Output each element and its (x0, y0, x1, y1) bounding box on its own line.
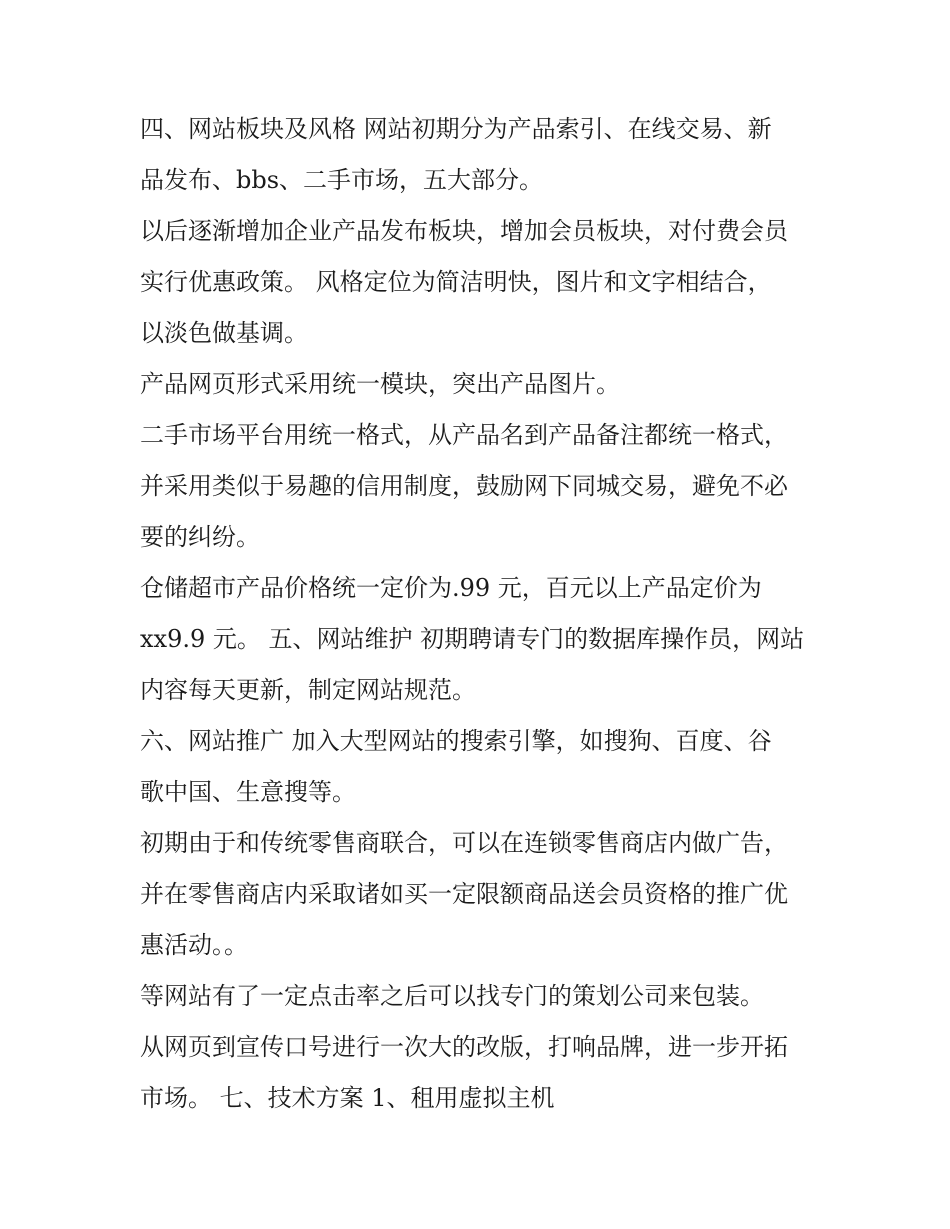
text-line: 并采用类似于易趣的信用制度，鼓励网下同城交易，避免不必 (140, 472, 788, 500)
text-line: 仓储超市产品价格统一定价为.99 元，百元以上产品定价为 (140, 574, 762, 602)
text-line: 市场。 七、技术方案 1、租用虚拟主机 (140, 1084, 555, 1112)
text-line: 并在零售商店内采取诸如买一定限额商品送会员资格的推广优 (140, 880, 788, 908)
text-line: 初期由于和传统零售商联合，可以在连锁零售商店内做广告， (140, 829, 788, 857)
paragraph-agency (140, 971, 830, 1022)
text-line: 二手市场平台用统一格式，从产品名到产品备注都统一格式， (140, 421, 788, 449)
paragraph-rebrand-tech (140, 1022, 830, 1124)
text-line: 歌中国、生意搜等。 (140, 778, 356, 806)
text-line: 实行优惠政策。 风格定位为简洁明快，图片和文字相结合， (140, 268, 772, 296)
text-line: 惠活动。。 (140, 931, 248, 959)
text-line: 六、网站推广 加入大型网站的搜索引擎，如搜狗、百度、谷 (140, 727, 772, 755)
document-body (140, 104, 830, 1124)
text-line: xx9.9 元。 五、网站维护 初期聘请专门的数据库操作员，网站 (140, 625, 805, 653)
text-line: 要的纠纷。 (140, 523, 260, 551)
text-line: 品发布、bbs、二手市场，五大部分。 (140, 166, 544, 194)
paragraph-style (140, 206, 830, 359)
text-line: 以淡色做基调。 (140, 319, 308, 347)
text-line: 四、网站板块及风格 网站初期分为产品索引、在线交易、新 (140, 115, 772, 143)
text-line: 从网页到宣传口号进行一次大的改版，打响品牌，进一步开拓 (140, 1033, 788, 1061)
paragraph-second-hand-market (140, 410, 830, 563)
text-line: 等网站有了一定点击率之后可以找专门的策划公司来包装。 (140, 982, 764, 1010)
paragraph-product-pages (140, 359, 830, 410)
text-line: 以后逐渐增加企业产品发布板块，增加会员板块，对付费会员 (140, 217, 788, 245)
paragraph-website-sections (140, 104, 830, 206)
paragraph-retail-partnership (140, 818, 830, 971)
text-line: 内容每天更新，制定网站规范。 (140, 676, 476, 704)
paragraph-pricing-maintenance (140, 563, 830, 716)
text-line: 产品网页形式采用统一模块，突出产品图片。 (140, 370, 620, 398)
paragraph-promotion (140, 716, 830, 818)
